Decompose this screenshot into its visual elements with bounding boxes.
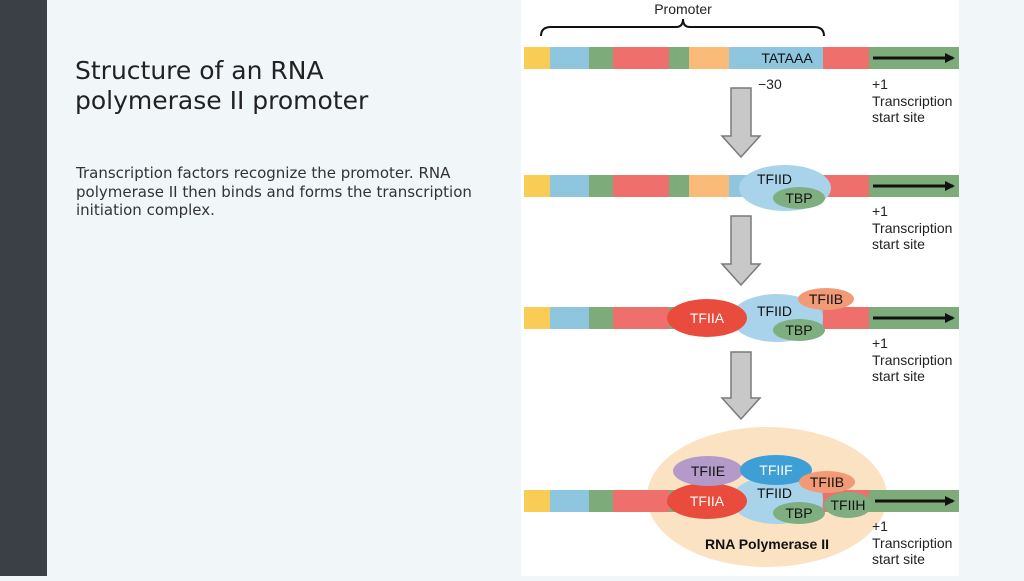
tfiid-label-2: TFIID bbox=[757, 171, 792, 187]
tfiie-label-4: TFIIE bbox=[690, 463, 726, 479]
slide-body-text: Transcription factors recognize the promoter. RNA polymerase II then binds and forms the transcription initiation complex. bbox=[76, 164, 472, 219]
start-site-label-4a: Transcription bbox=[872, 535, 953, 551]
tata-box-label: TATAAA bbox=[761, 50, 813, 66]
promoter-label: Promoter bbox=[654, 1, 712, 17]
promoter-diagram bbox=[521, 0, 959, 576]
rna-polymerase-ii-label: RNA Polymerase II bbox=[705, 536, 829, 552]
start-site-plus1-3: +1 bbox=[872, 335, 888, 351]
tfiid-label-4: TFIID bbox=[757, 485, 792, 501]
start-site-label-2b: start site bbox=[872, 236, 925, 252]
start-site-label-1a: Transcription bbox=[872, 93, 953, 109]
down-arrow-3 bbox=[722, 352, 760, 419]
start-site-plus1-2: +1 bbox=[872, 203, 888, 219]
tfiib-label-3: TFIIB bbox=[808, 291, 844, 307]
tfiih-label-4: TFIIH bbox=[830, 497, 866, 513]
left-sidebar-bar bbox=[0, 0, 47, 576]
promoter-diagram-panel bbox=[521, 0, 959, 576]
promoter-bracket bbox=[541, 19, 824, 36]
tfiid-label-3: TFIID bbox=[757, 303, 792, 319]
start-site-label-3b: start site bbox=[872, 368, 925, 384]
start-site-label-3a: Transcription bbox=[872, 352, 953, 368]
slide-title: Structure of an RNA polymerase II promoter bbox=[75, 56, 369, 115]
tbp-label-3: TBP bbox=[785, 322, 813, 338]
down-arrow-1 bbox=[722, 88, 760, 157]
down-arrow-2 bbox=[722, 216, 760, 285]
start-site-label-1b: start site bbox=[872, 109, 925, 125]
tfiia-label-4: TFIIA bbox=[689, 493, 725, 509]
start-site-label-4b: start site bbox=[872, 551, 925, 567]
tfiif-label-4: TFIIF bbox=[759, 462, 793, 478]
start-site-plus1-4: +1 bbox=[872, 518, 888, 534]
start-site-label-2a: Transcription bbox=[872, 220, 953, 236]
tbp-label-4: TBP bbox=[785, 505, 813, 521]
tfiia-label-3: TFIIA bbox=[689, 310, 725, 326]
minus-30-label: −30 bbox=[758, 76, 782, 92]
tfiib-label-4: TFIIB bbox=[809, 474, 845, 490]
tbp-label-2: TBP bbox=[785, 190, 813, 206]
start-site-plus1-1: +1 bbox=[872, 76, 888, 92]
